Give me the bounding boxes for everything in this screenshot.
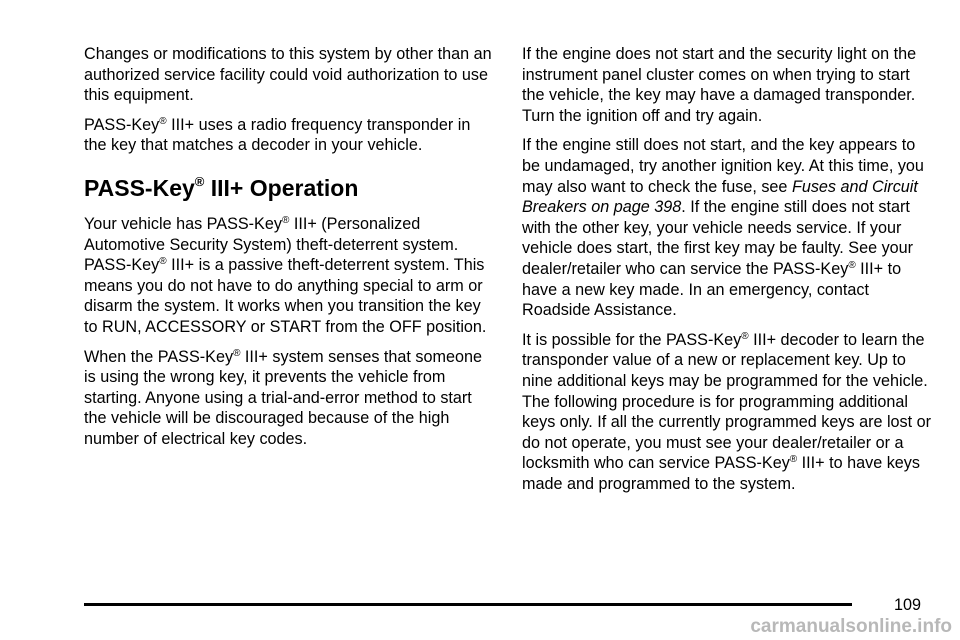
registered-mark: ® (741, 330, 749, 342)
paragraph-modifications-warning: Changes or modifications to this system by other than an authorized service facility could void authorization to use this equipment. (84, 45, 492, 105)
text-run: III+ is a passive theft-deterrent system. This means you do not have to do anything special to arm or disarm the system. It works when you transition the key to RUN, ACCESSORY or START from the OFF position. (84, 256, 487, 336)
footer-rule (84, 603, 852, 606)
paragraph-system-description (84, 214, 494, 338)
paragraph-engine-not-start: If the engine does not start and the security light on the instrument panel cluster comes on when trying to start the vehicle, the key may have a damaged transponder. Turn the ignition off and try again. (522, 45, 917, 125)
text-run: III+ system senses that someone is using the wrong key, it prevents the vehicle from starting. Anyone using a trial-and-error method to start the vehicle will be discouraged because of the high number of electrical key codes. (84, 347, 483, 448)
left-column (84, 44, 494, 459)
section-heading (84, 174, 494, 202)
text-run: III+ decoder to learn the transponder value of a new or replacement key. Up to nine additional keys may be programmed for the vehicle. The following procedure is for programming additional keys only. If all the currently programmed keys are lost or do not operate, you must see your dealer/retailer or a locksmith who can service PASS-Key (522, 330, 932, 473)
text-run: III+ uses a radio frequency transponder in the key that matches a decoder in your vehicle. (84, 115, 471, 155)
paragraph-try-another-key (522, 135, 932, 320)
text-run: Your vehicle has PASS-Key (84, 214, 282, 233)
page-number: 109 (894, 596, 922, 614)
heading-text: III+ Operation (204, 174, 359, 201)
registered-mark: ® (848, 259, 856, 271)
text-run: III+ to have a new key made. In an emergency, contact Roadside Assistance. (522, 259, 902, 320)
paragraph-wrong-key (84, 347, 494, 450)
registered-mark: ® (194, 173, 205, 189)
registered-mark: ® (789, 454, 798, 466)
text-run: When the PASS-Key (84, 347, 234, 366)
text-run: It is possible for the PASS-Key (522, 330, 742, 349)
paragraph-transponder-intro (84, 115, 494, 156)
registered-mark: ® (159, 115, 167, 127)
text-run: PASS-Key (84, 115, 160, 134)
watermark: carmanualsonline.info (750, 616, 952, 637)
registered-mark: ® (233, 347, 241, 359)
text-run: III+ to have keys made and programmed to the system. (522, 454, 920, 493)
text-run: III+ (Personalized Automotive Security System) theft-deterrent system. PASS-Key (84, 214, 459, 275)
text-run: . If the engine still does not start with the other key, your vehicle needs service. If your vehicle does start, the first key may be faulty. See your dealer/retailer who can service the PASS-Key (522, 198, 914, 278)
text-run: If the engine still does not start, and the key appears to be undamaged, try another ignition key. At this time, you may also want to check the fuse, see (522, 136, 924, 196)
right-column (522, 44, 932, 503)
registered-mark: ® (159, 256, 167, 268)
registered-mark: ® (281, 214, 290, 226)
paragraph-programming-keys (522, 330, 932, 495)
heading-text: PASS-Key (84, 174, 195, 201)
cross-reference-link[interactable]: Fuses and Circuit Breakers on page 398 (522, 177, 918, 217)
